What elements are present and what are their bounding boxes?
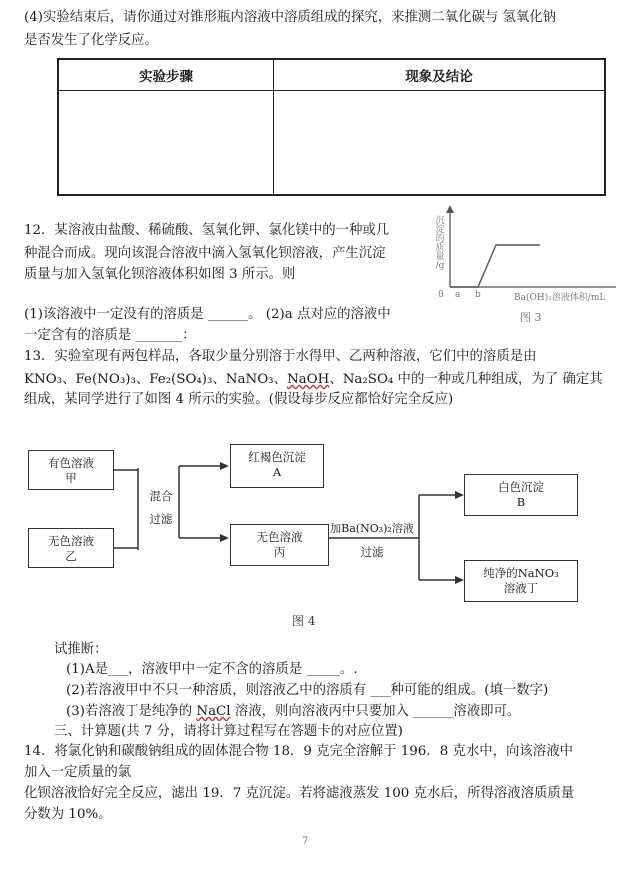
figure3-caption: 图 3 bbox=[520, 311, 542, 324]
infer-title: 试推断： bbox=[54, 642, 108, 657]
reagent-label: 加Ba(NO₃)₂溶液 bbox=[330, 522, 414, 535]
graph-tick-a: a bbox=[455, 290, 461, 300]
filter-label: 过滤 bbox=[149, 512, 173, 526]
q12-line5: 一定含有的溶质是 _______： bbox=[24, 328, 196, 343]
box-solution-jia bbox=[28, 450, 114, 490]
q13-sub3 bbox=[66, 702, 520, 722]
section3-heading: 三、计算题(共 7 分，请将计算过程写在答题卡的对应位置) bbox=[54, 724, 403, 739]
graph-x-label: Ba(OH)₂溶液体积/mL bbox=[514, 293, 606, 303]
box-yi-line1: 无色溶液 bbox=[48, 534, 94, 548]
q13-sub3-part-a: (3)若溶液丁是纯净的 bbox=[66, 704, 197, 719]
box-solution-bing bbox=[230, 524, 329, 566]
q12-line2: 种混合而成。现向该混合溶液中滴入氢氧化钡溶液，产生沉淀 bbox=[24, 246, 386, 261]
mix-label: 混合 bbox=[149, 489, 173, 503]
ylabel-char: 沉 bbox=[435, 216, 445, 226]
q12-line3: 质量与加入氢氧化钡溶液体积如图 3 所示。则 bbox=[24, 267, 296, 282]
figure4-caption: 图 4 bbox=[292, 614, 316, 628]
ylabel-char: 质 bbox=[435, 243, 445, 253]
box-ding-line2: 溶液丁 bbox=[503, 581, 539, 595]
q13-line1: 13．实验室现有两包样品，各取少量分别溶于水得甲、乙两种溶液，它们中的溶质是由 bbox=[24, 349, 537, 364]
box-bing-line1: 无色溶液 bbox=[256, 530, 303, 544]
q14-line4: 分数为 10%。 bbox=[24, 807, 112, 822]
figure4-diagram bbox=[24, 438, 624, 633]
q13-sub3-part-b: 溶液，则向溶液丙中只要加入 ______溶液即可。 bbox=[230, 704, 521, 719]
q13-sub3-nacl: NaCl bbox=[196, 704, 231, 719]
q12-line1: 12．某溶液由盐酸、稀硫酸、氢氧化钾、氯化镁中的一种或几 bbox=[24, 223, 390, 238]
q14-line2: 加入一定质量的氯 bbox=[24, 765, 132, 780]
box-a-line1: 红褐色沉淀 bbox=[248, 450, 306, 464]
box-jia-line1: 有色溶液 bbox=[48, 456, 94, 470]
q13-line2 bbox=[24, 370, 603, 390]
q13-sub1: (1)A是___，溶液甲中一定不含的溶质是 _____。. bbox=[66, 662, 358, 677]
figure3-svg bbox=[428, 205, 624, 325]
filter2-label: 过滤 bbox=[360, 545, 384, 559]
graph-origin: 0 bbox=[438, 290, 444, 300]
page-number: 7 bbox=[302, 836, 309, 847]
mix-filter-label bbox=[144, 488, 178, 528]
graph-data-line bbox=[450, 245, 540, 287]
table-header-results: 现象及结论 bbox=[274, 59, 606, 91]
ylabel-char: 量 bbox=[435, 252, 445, 262]
q14-line1: 14．将氯化钠和碳酸钠组成的固体混合物 18．9 克完全溶解于 196．8 克水中，向该溶液中 bbox=[24, 744, 573, 759]
table-cell-results bbox=[274, 91, 606, 196]
ylabel-char: 的 bbox=[435, 234, 445, 244]
box-precipitate-b bbox=[464, 474, 578, 516]
box-bing-line2: 丙 bbox=[273, 545, 286, 559]
box-b-line2: B bbox=[516, 495, 526, 509]
graph-y-arrow bbox=[446, 205, 454, 213]
q11-line2: 是否发生了化学反应。 bbox=[24, 33, 158, 48]
experiment-table bbox=[57, 58, 606, 196]
q13-line2-part-b: 、Na₂SO₄ 中的一种或几种组成，为了 确定其 bbox=[329, 372, 603, 387]
q13-line2-naoh: NaOH bbox=[286, 372, 330, 387]
box-ding-line1: 纯净的NaNO₃ bbox=[483, 566, 559, 580]
table-header-steps: 实验步骤 bbox=[58, 59, 274, 91]
q12-line4: (1)该溶液中一定没有的溶质是 ______。 (2)a 点对应的溶液中 bbox=[24, 307, 391, 322]
figure3-graph bbox=[428, 205, 624, 325]
q13-line2-part-a: KNO₃、Fe(NO₃)₃、Fe₂(SO₄)₃、NaNO₃、 bbox=[24, 372, 287, 387]
ylabel-char: /g bbox=[435, 261, 445, 271]
box-precipitate-a bbox=[230, 444, 324, 488]
q14-line3: 化钡溶液恰好完全反应，滤出 19．7 克沉淀。若将滤液蒸发 100 克水后，所得溶液溶质质量 bbox=[24, 786, 575, 801]
box-a-line2: A bbox=[272, 465, 282, 479]
box-yi-line2: 乙 bbox=[65, 549, 77, 563]
table-cell-steps bbox=[58, 91, 274, 196]
box-solution-yi bbox=[28, 528, 114, 568]
box-jia-line2: 甲 bbox=[65, 471, 77, 485]
box-b-line1: 白色沉淀 bbox=[498, 480, 544, 494]
box-solution-ding bbox=[464, 560, 578, 602]
q13-sub2: (2)若溶液甲中不只一种溶质，则溶液乙中的溶质有 ___种可能的组成。(填一数字) bbox=[66, 683, 549, 698]
graph-tick-b: b bbox=[475, 290, 481, 300]
ylabel-char: 淀 bbox=[435, 225, 445, 235]
q11-line1: (4)实验结束后，请你通过对锥形瓶内溶液中溶质组成的探究，来推测二氧化碳与 氢氧化钠 bbox=[24, 10, 557, 25]
q13-line3: 组成，某同学进行了如图 4 所示的实验。(假设每步反应都恰好完全反应) bbox=[24, 392, 454, 407]
graph-y-label bbox=[434, 217, 446, 271]
